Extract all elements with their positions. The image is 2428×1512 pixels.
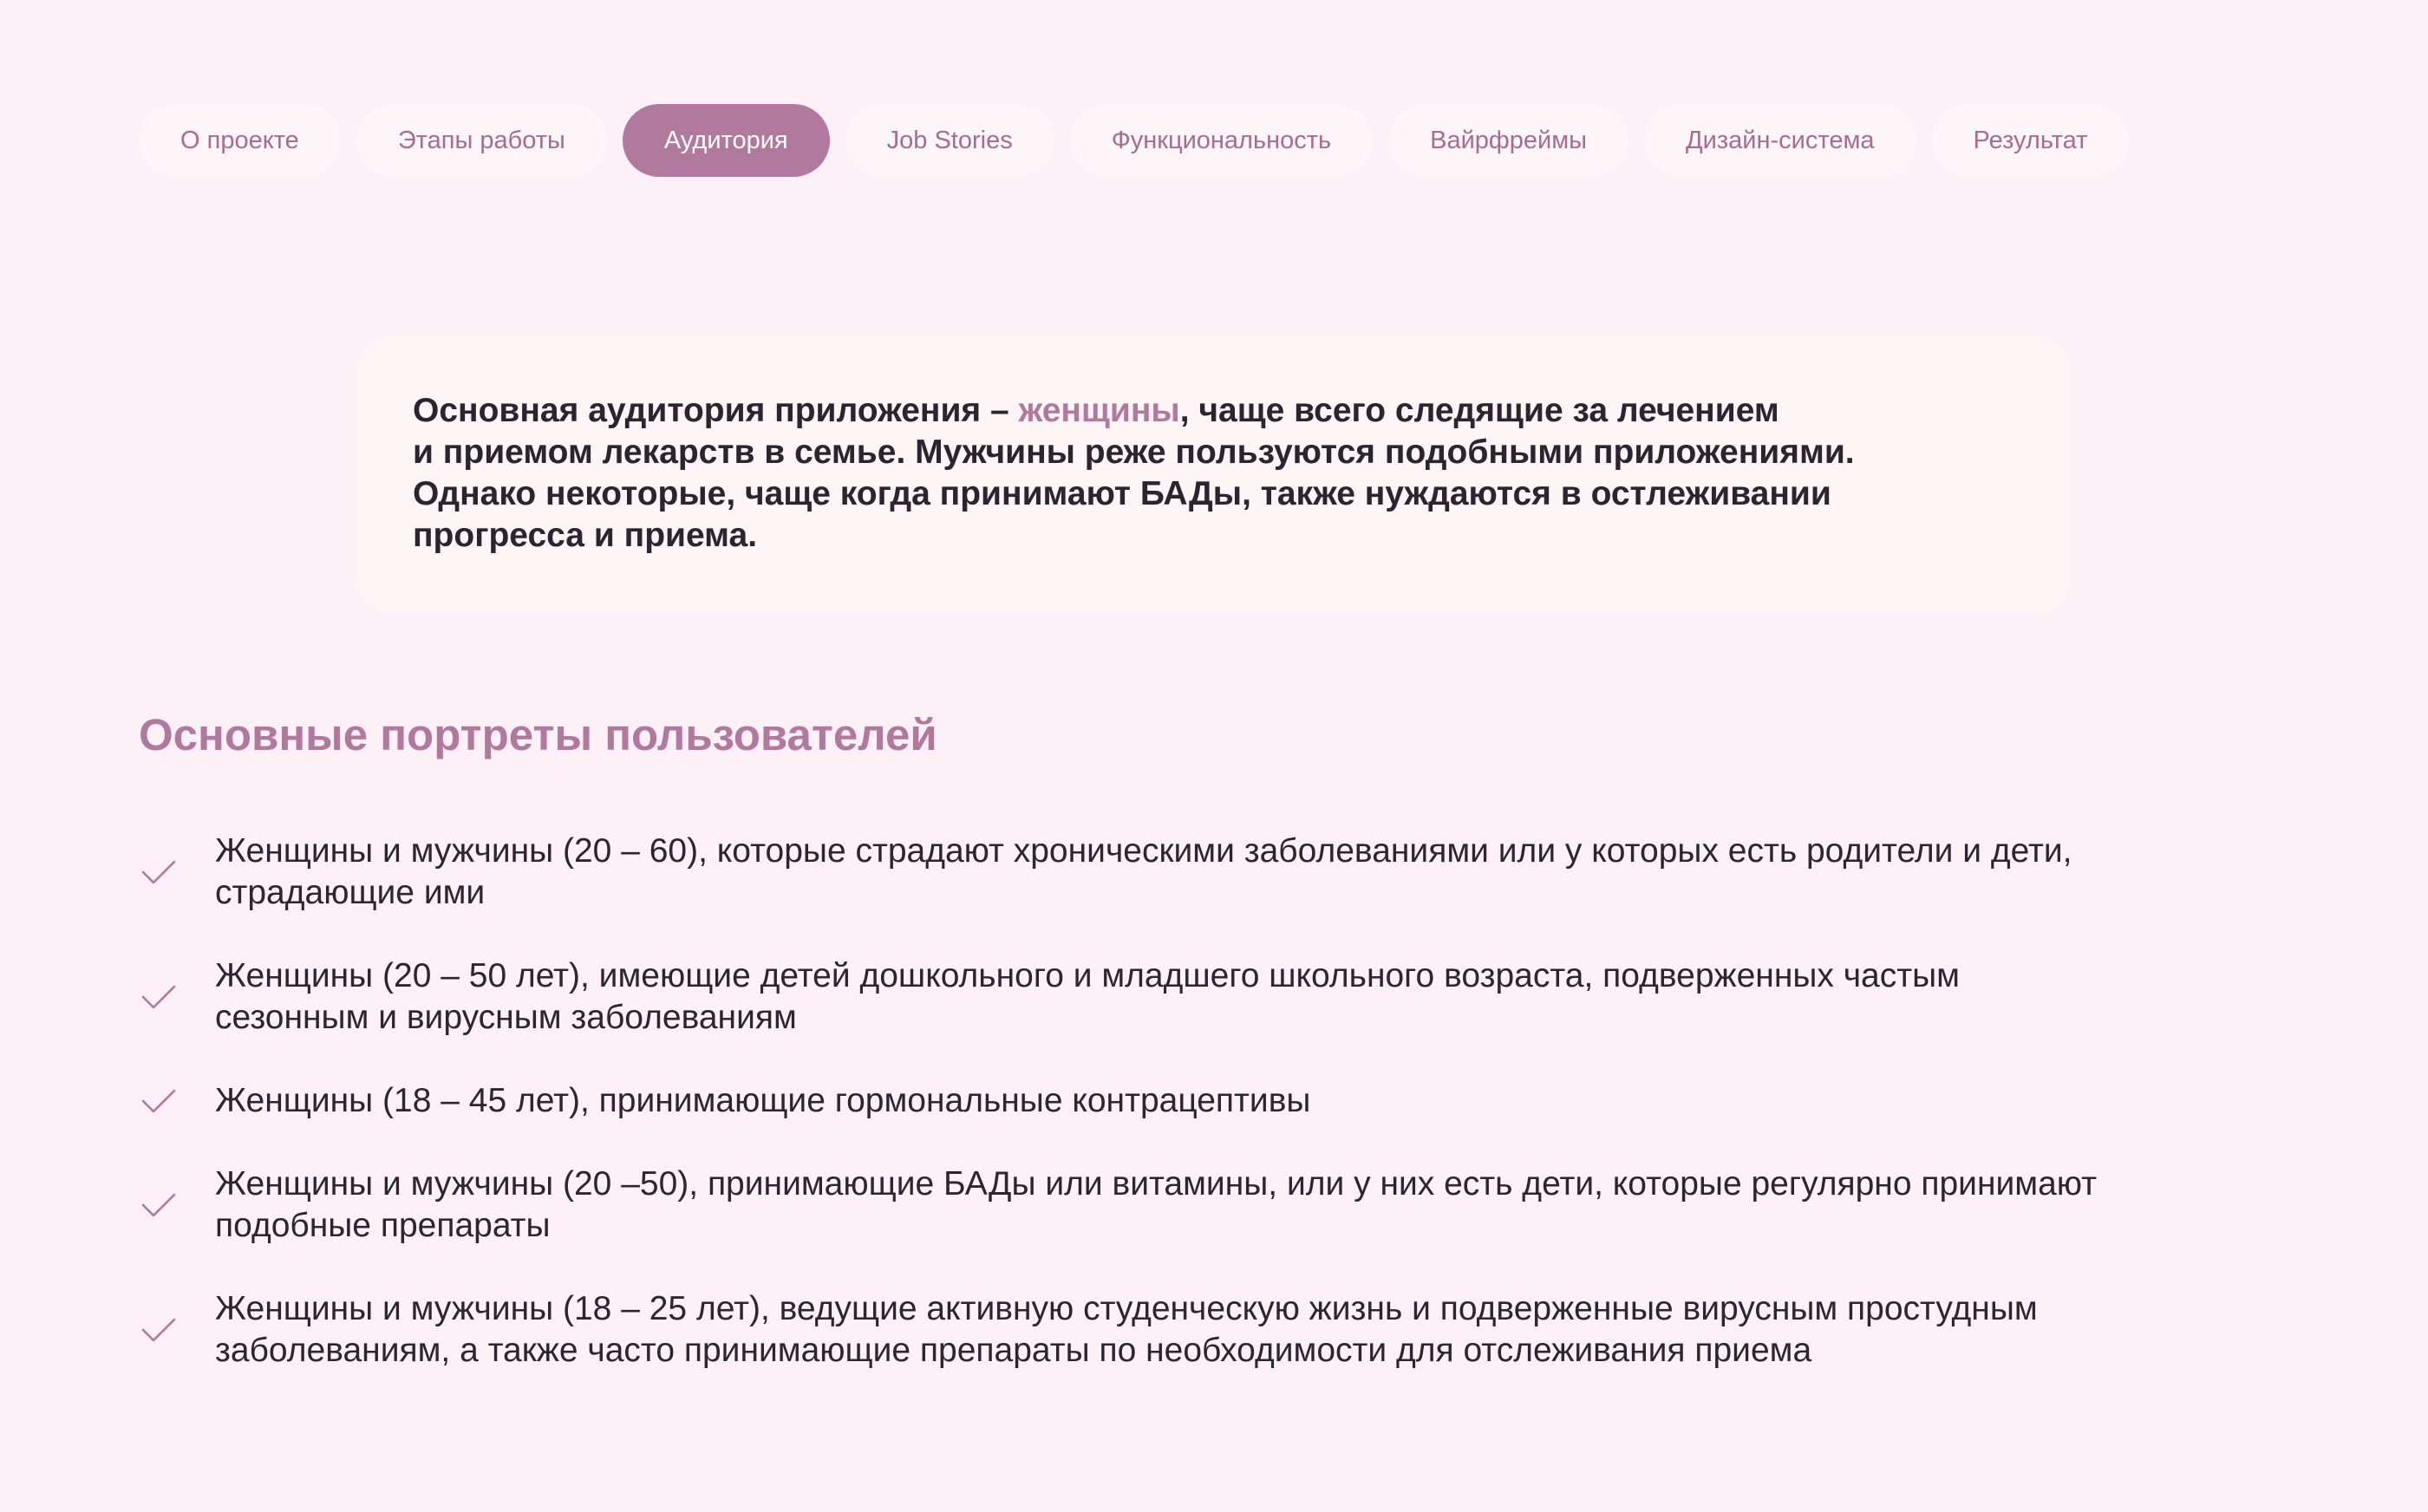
check-icon (139, 1188, 179, 1222)
portrait-text (215, 1080, 2289, 1122)
list-item (139, 1163, 2289, 1247)
audience-intro-text (413, 390, 1974, 557)
intro-line-2: и приемом лекарств в семье. Мужчины реже пользуются подобными приложениями. (413, 433, 1855, 471)
intro-line-1-start: Основная аудитория приложения – (413, 392, 1019, 429)
tab-job-stories[interactable]: Job Stories (845, 104, 1054, 177)
check-icon (139, 980, 179, 1014)
tab-work-stages[interactable]: Этапы работы (356, 104, 607, 177)
list-item (139, 1288, 2289, 1372)
portrait-line: Женщины (18 – 45 лет), принимающие гормональные контрацептивы (215, 1082, 1311, 1119)
list-item (139, 831, 2289, 914)
intro-line-4: прогресса и приема. (413, 517, 758, 554)
portrait-text (215, 1163, 2289, 1247)
section-title: Основные портреты пользователей (139, 710, 937, 759)
section-nav (139, 104, 2289, 177)
list-item (139, 955, 2289, 1039)
intro-line-1 (413, 390, 1974, 432)
portrait-line: страдающие ими (215, 874, 486, 911)
portrait-line: Женщины и мужчины (18 – 25 лет), ведущие активную студенческую жизнь и подверженные вирусным простудным (215, 1290, 2038, 1327)
tab-audience[interactable]: Аудитория (623, 104, 830, 177)
portrait-line: Женщины (20 – 50 лет), имеющие детей дошкольного и младшего школьного возраста, подверженных частым (215, 957, 1960, 994)
audience-intro-card (357, 336, 2071, 614)
intro-line-1-end: , чаще всего следящие за лечением (1179, 392, 1779, 429)
portrait-line: Женщины и мужчины (20 –50), принимающие БАДы или витамины, или у них есть дети, которые регулярно принимают (215, 1165, 2098, 1202)
portrait-text (215, 955, 2289, 1039)
tab-functionality[interactable]: Функциональность (1070, 104, 1373, 177)
portrait-text (215, 1288, 2289, 1372)
intro-line-3: Однако некоторые, чаще когда принимают БАДы, также нуждаются в остлеживании (413, 475, 1831, 512)
tab-result[interactable]: Результат (1932, 104, 2130, 177)
portrait-line: сезонным и вирусным заболеваниям (215, 999, 797, 1036)
list-item (139, 1080, 2289, 1122)
portrait-text (215, 831, 2289, 914)
check-icon (139, 1313, 179, 1347)
portrait-line: подобные препараты (215, 1207, 551, 1244)
tab-about[interactable]: О проекте (139, 104, 341, 177)
tab-wireframes[interactable]: Вайрфреймы (1388, 104, 1628, 177)
check-icon (139, 1084, 179, 1118)
intro-highlight-women: женщины (1018, 392, 1180, 429)
check-icon (139, 855, 179, 890)
portrait-line: заболеваниям, а также часто принимающие препараты по необходимости для отслеживания приема (215, 1332, 1812, 1369)
user-portraits-list (139, 831, 2289, 1413)
tab-design-system[interactable]: Дизайн-система (1644, 104, 1916, 177)
portrait-line: Женщины и мужчины (20 – 60), которые страдают хроническими заболеваниями или у которых есть родители и дети, (215, 832, 2072, 870)
